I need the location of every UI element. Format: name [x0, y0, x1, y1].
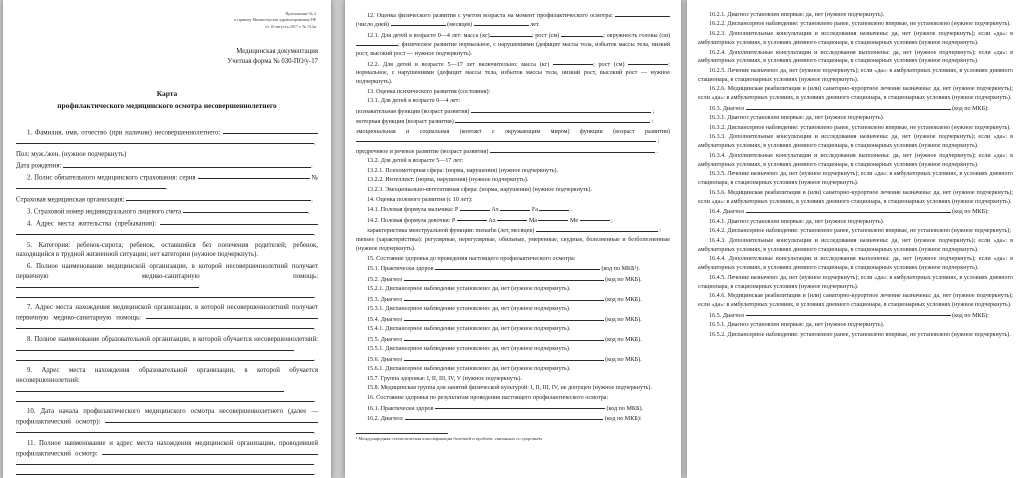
form-line: 7. Адрес места нахождения медицинской организации, в которой несовершеннолетний получает первичную медико-санитарную помощь: .: [16, 304, 318, 332]
blank-field: [471, 107, 651, 113]
blank-field: [404, 295, 604, 301]
page-2-body: [356, 11, 670, 424]
form-line: 15. Состояние здоровья до проведения настоящего профилактического осмотра:: [367, 255, 576, 262]
blank-field: [16, 229, 314, 235]
blank-field: [404, 335, 604, 341]
page-3: [687, 0, 1024, 478]
blank-field: [146, 313, 318, 319]
form-line: 4. Адрес места жительства (пребывания): .: [16, 219, 318, 239]
blank-field: [16, 281, 199, 287]
form-line: 14. Оценка полового развития (с 10 лет):: [367, 196, 473, 203]
form-line: 16.1. Практически здоров (код по МКБ).: [367, 405, 644, 412]
form-line: 16.2.5. Лечение назначено: да, нет (нужное подчеркнуть); если «да»: в амбулаторных условиях, в условиях дневного стационара, в стационарных условиях (нужное подчеркнуть).: [698, 67, 1013, 83]
blank-field: [160, 219, 318, 225]
page-1-body: [16, 128, 318, 478]
form-line: 16.4.6. Медицинская реабилитация и (или) санаторно-курортное лечение назначены: да, нет (нужное подчеркнуть); если «да»: в амбулаторных условиях, в условиях дневного стационара, в стационарных условиях (нужное подчеркнуть).: [698, 293, 1013, 309]
blank-field: [126, 195, 311, 201]
form-line: 16.3.4. Дополнительные консультации и исследования выполнены: да, нет (нужное подчеркнуть); если «да»: в амбулаторных условиях, в условиях дневного стационара, в стационарных условиях (нужное подчеркнуть).: [698, 152, 1013, 168]
form-line: Пол: муж./жен. (нужное подчеркнуть): [16, 150, 127, 158]
blank-field: [561, 31, 603, 37]
blank-field: [16, 323, 314, 329]
blank-field: [223, 128, 318, 134]
form-line: 14.1. Половая формула мальчика: Р Ах Fa .: [367, 207, 573, 214]
blank-field: [500, 205, 530, 211]
form-line: 10. Дата начала профилактического медицинского осмотра несовершеннолетнего (далее — профилактический осмотр): .: [16, 408, 318, 436]
blank-field: [746, 207, 951, 213]
footnote: [356, 433, 670, 443]
blank-field: [16, 459, 314, 465]
form-line: 16.5.2. Диспансерное наблюдение: установлено ранее, установлено впервые, не установлено (нужное подчеркнуть).: [709, 331, 1011, 338]
form-line: 16.4.5. Лечение назначено: да, нет (нужное подчеркнуть); если «да»: в амбулаторных условиях, в условиях дневного стационара, в стационарных условиях (нужное подчеркнуть).: [698, 274, 1013, 290]
form-line: 13.2.3. Эмоционально-вегетативная сфера: (норма, нарушения) (нужное подчеркнуть).: [367, 187, 592, 194]
annex-line-2: к приказу Министерства здравоохранения РФ: [234, 17, 316, 23]
form-line: 15.1. Практически здоров (код по МКБ¹).: [367, 266, 640, 273]
form-line: 16.4.4. Дополнительные консультации и исследования выполнены: да, нет (нужное подчеркнуть); если «да»: в амбулаторных условиях, в условиях дневного стационара, в стационарных условиях (нужное подчеркнуть).: [698, 256, 1013, 272]
form-line: эмоциональная и социальная (контакт с окружающим миром) функции (возраст развития) ;: [356, 128, 670, 145]
form-line: предречевое и речевое развитие (возраст развития) .: [356, 148, 658, 155]
form-line: 14.2. Половая формула девочки: Р Ах Ма Ме ;: [367, 217, 613, 224]
form-line: 16.2.4. Дополнительные консультации и исследования выполнены: да, нет (нужное подчеркнуть); если «да»: в амбулаторных условиях, в условиях дневного стационара, в стационарных условиях (нужное подчеркнуть).: [698, 49, 1013, 65]
form-line: 16.4.3. Дополнительные консультации и исследования назначены: да, нет (нужное подчеркнуть); если «да»: в амбулаторных условиях, в условиях дневного стационара, в стационарных условиях (нужное подчеркнуть).: [698, 237, 1013, 253]
form-line: 15.4. Диагноз (код по МКБ).: [367, 316, 642, 323]
form-line: 13.1. Для детей в возрасте 0—4 лет:: [367, 98, 461, 105]
blank-field: [63, 161, 311, 167]
blank-field: [455, 117, 650, 123]
form-line: 12.1. Для детей в возрасте 0—4 лет: масса (кг) ; рост (см) ; окружность головы (см) ; физическое развитие нормальное, с нарушениями (дефицит массы тела, избыток массы тела, низкий рост, высокий рост — нужное подчеркнуть).: [356, 32, 670, 57]
annex-reference: [16, 11, 318, 30]
form-line: 15.2.1. Диспансерное наблюдение установлено: да, нет (нужное подчеркнуть).: [367, 286, 571, 293]
form-line: 13. Оценка психического развития (состояния):: [367, 88, 491, 95]
form-line: 15.3.1. Диспансерное наблюдение установлено: да, нет (нужное подчеркнуть).: [367, 306, 571, 313]
blank-field: [497, 216, 527, 222]
form-line: 16.2.1. Диагноз установлен впервые: да, нет (нужное подчеркнуть).: [709, 11, 885, 18]
blank-field: [746, 311, 951, 317]
form-line: Дата рождения: .: [16, 162, 313, 170]
form-line: 16.3.3. Дополнительные консультации и исследования назначены: да, нет (нужное подчеркнуть); если «да»: в амбулаторных условиях, в условиях дневного стационара, в стационарных условиях (нужное подчеркнуть).: [698, 134, 1013, 150]
blank-field: [16, 344, 294, 350]
form-line: 15.3. Диагноз (код по МКБ).: [367, 296, 642, 303]
form-line: 16.2.2. Диспансерное наблюдение: установлено ранее, установлено впервые, не установлено (нужное подчеркнуть).: [709, 21, 1011, 28]
doc-type-line-2: Учетная форма № 030-ПО/у-17: [227, 58, 318, 66]
form-line: 15.7. Группа здоровья: I, II, III, IV, V (нужное подчеркнуть).: [367, 375, 522, 382]
form-line: 15.6. Диагноз (код по МКБ).: [367, 356, 642, 363]
form-line: 16.4.2. Диспансерное наблюдение: установлено ранее, установлено впервые, не установлено (нужное подчеркнуть);: [709, 228, 1011, 235]
form-line: 9. Адрес места нахождения образовательной организации, в которой обучается несовершеннолетний: .: [16, 367, 318, 404]
page-3-body: [698, 11, 1013, 340]
footnote-text: ¹ Международная статистическая классификация болезней и проблем, связанных со здоровьем: [356, 435, 542, 441]
form-line: 6. Полное наименование медицинской организации, в которой несовершеннолетний получает первичную медико-санитарную помощь: .: [16, 263, 318, 300]
page-2: [345, 0, 681, 478]
blank-field: [16, 427, 314, 433]
blank-field: [746, 104, 951, 110]
form-title: [16, 88, 318, 112]
form-line: 15.5.1. Диспансерное наблюдение установлено: да, нет (нужное подчеркнуть).: [367, 346, 571, 353]
blank-field: [404, 355, 604, 361]
blank-field: [16, 386, 284, 392]
blank-field: [404, 315, 604, 321]
blank-field: [553, 60, 593, 66]
form-line: 3. Страховой номер индивидуального лицевого счета .: [27, 208, 310, 216]
form-line: 8. Полное наименование образовательной организации, в которой обучается несовершеннолетний: .: [16, 335, 318, 365]
form-line: 16.4.1. Диагноз установлен впервые: да, нет (нужное подчеркнуть).: [709, 218, 885, 225]
form-line: 16.3. Диагноз (код по МКБ):: [709, 105, 989, 112]
form-line: 15.4.1. Диспансерное наблюдение установлено: да, нет (нужное подчеркнуть).: [367, 326, 571, 333]
blank-field: [460, 205, 490, 211]
form-title-line-1: Карта: [156, 89, 178, 99]
blank-field: [490, 147, 655, 153]
blank-field: [539, 205, 569, 211]
doc-type-label: [16, 47, 318, 67]
form-line: 11. Полное наименование и адрес места нахождения медицинской организации, проводившей профилактический осмотр: .: [16, 439, 318, 477]
form-line: 16.3.5. Лечение назначено: да, нет (нужное подчеркнуть); если «да»: в амбулаторных условиях, в условиях дневного стационара, в стационарных условиях (нужное подчеркнуть).: [698, 171, 1013, 187]
form-line: menses (характеристика): регулярные, нерегулярные, обильные, умеренные, скудные, болезненные и безболезненные (нужное подчеркнуть).: [356, 237, 670, 253]
form-line: 12.2. Для детей в возрасте 5—17 лет включительно: масса (кг) ; рост (см) : нормальное, с нарушениями (дефицит массы тела, избыток массы тела, низкий рост, высокий рост — нужное подчеркнуть).: [356, 61, 670, 85]
form-line: 16.2.3. Дополнительные консультации и исследования назначены: да, нет (нужное подчеркнуть); если «да»: в амбулаторных условиях, в условиях дневного стационара, в стационарных условиях (нужное подчеркнуть).: [698, 31, 1013, 46]
form-line: 16.4. Диагноз (код по МКБ):: [709, 209, 989, 216]
blank-field: [536, 226, 658, 232]
blank-field: [356, 40, 398, 46]
blank-field: [16, 395, 314, 401]
blank-field: [490, 31, 532, 37]
form-line: 15.8. Медицинская группа для занятий физической культурой: I, II, III, IV, не допущен (нужное подчеркнуть).: [367, 385, 652, 392]
annex-line-1: Приложение № 2: [285, 11, 316, 16]
blank-field: [404, 275, 604, 281]
form-line: 16.5.1. Диагноз установлен впервые: да, нет (нужное подчеркнуть).: [709, 322, 885, 329]
form-line: 13.2.2. Интеллект: (норма, нарушения) (нужное подчеркнуть).: [367, 177, 529, 184]
blank-field: [16, 354, 314, 360]
form-line: познавательная функция (возраст развития) ;: [356, 108, 655, 115]
form-line: 15.6.1. Диспансерное наблюдение установлено: да, нет (нужное подчеркнуть).: [367, 366, 571, 373]
form-line: 16.3.2. Диспансерное наблюдение: установлено ранее, установлено впервые, не установлено (нужное подчеркнуть).: [709, 124, 1011, 131]
form-title-line-2: профилактического медицинского осмотра несовершеннолетнего: [57, 101, 277, 111]
form-line: 13.2. Для детей в возрасте 5—17 лет:: [367, 158, 464, 165]
blank-field: [183, 207, 308, 213]
form-line: 1. Фамилия, имя, отчество (при наличии) несовершеннолетнего: .: [16, 128, 318, 148]
blank-field: [615, 11, 670, 17]
form-line: 15.5. Диагноз (код по МКБ).: [367, 336, 642, 343]
form-line: характеристика менструальной функции: menarhe (лет, месяцев) :: [367, 227, 661, 234]
annex-line-3: от 10 августа 2017 г. № 514н: [265, 23, 316, 29]
form-line: Страховая медицинская организация: .: [16, 196, 313, 204]
form-line: 16.3.1. Диагноз установлен впервые: да, нет (нужное подчеркнуть).: [709, 115, 885, 122]
form-line: 16.2.6. Медицинская реабилитация и (или) санаторно-курортное лечение назначены: да, нет (нужное подчеркнуть); если «да»: в амбулаторных условиях, в условиях дневного стационара, в стационарных условиях (нужное подчеркнуть).: [698, 86, 1013, 102]
blank-field: [102, 449, 318, 455]
blank-field: [405, 414, 603, 420]
blank-field: [628, 60, 668, 66]
form-line: 16.3.6. Медицинская реабилитация и (или) санаторно-курортное лечение назначены: да, нет (нужное подчеркнуть); если «да»: в амбулаторных условиях, в условиях дневного стационара, в стационарных условиях (нужное подчеркнуть).: [698, 189, 1013, 205]
form-line: 13.2.1. Психомоторная сфера: (норма, нарушения) (нужное подчеркнуть).: [367, 167, 559, 174]
blank-field: [105, 417, 318, 423]
form-line: моторная функция (возраст развития) :: [356, 118, 654, 125]
form-line: 16.2. Диагноз: (код по МКБ):: [367, 415, 642, 422]
blank-field: [16, 138, 314, 144]
form-line: 12. Оценка физического развития с учетом возраста на момент профилактического осмотра: (число дней) (месяцев) лет.: [356, 11, 670, 30]
form-line: 15.2. Диагноз (код по МКБ).: [367, 276, 642, 283]
blank-field: [16, 468, 314, 474]
footnote-rule: [356, 433, 448, 434]
blank-field: [356, 136, 656, 142]
blank-field: [391, 20, 446, 26]
blank-field: [474, 20, 529, 26]
page-1: [3, 0, 331, 478]
blank-field: [16, 183, 166, 189]
blank-field: [435, 264, 600, 270]
doc-type-line-1: Медицинская документация: [236, 47, 318, 55]
blank-field: [435, 404, 605, 410]
form-line: 5. Категория: ребенок-сирота; ребенок, оставшийся без попечения родителей; ребенок, находящийся в трудной жизненной ситуации; нет категории (нужное подчеркнуть).: [16, 241, 318, 259]
form-line: 2. Полис обязательного медицинского страхования: серия № .: [16, 173, 318, 193]
blank-field: [198, 173, 310, 179]
form-line: 16.5. Диагноз (код по МКБ):: [709, 312, 989, 319]
blank-field: [457, 216, 487, 222]
blank-field: [16, 291, 314, 297]
blank-field: [580, 216, 610, 222]
form-line: 16. Состояние здоровья по результатам проведения настоящего профилактического осмотра:: [367, 395, 609, 402]
blank-field: [538, 216, 568, 222]
